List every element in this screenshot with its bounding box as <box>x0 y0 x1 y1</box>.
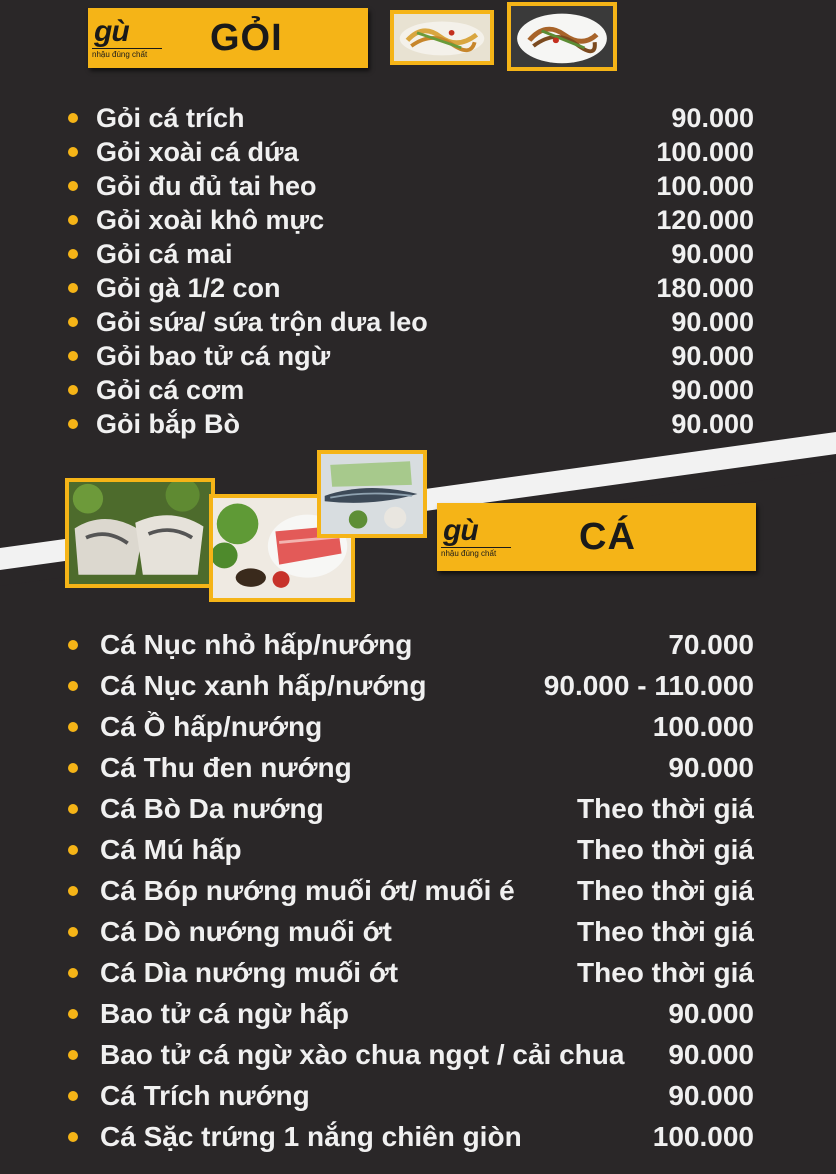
item-price: 100.000 <box>652 710 754 742</box>
item-price: 90.000 <box>668 751 754 783</box>
bullet-icon <box>68 845 78 855</box>
fish-photo-1 <box>65 478 215 588</box>
bullet-icon <box>68 1091 78 1101</box>
salad-photo-1 <box>390 10 494 65</box>
item-price: 90.000 <box>671 408 754 439</box>
menu-item <box>68 1034 754 1075</box>
bullet-icon <box>68 147 78 157</box>
item-price: 90.000 <box>668 997 754 1029</box>
item-name: Gỏi xoài khô mực <box>96 204 325 235</box>
item-price: 120.000 <box>656 204 754 235</box>
bullet-icon <box>68 681 78 691</box>
item-name: Gỏi cá trích <box>96 102 245 133</box>
item-name: Gỏi xoài cá dứa <box>96 136 299 167</box>
bullet-icon <box>68 640 78 650</box>
item-name: Cá Mú hấp <box>100 833 242 865</box>
menu-item <box>68 1116 754 1157</box>
item-name: Cá Dò nướng muối ớt <box>100 915 392 947</box>
bullet-icon <box>68 1009 78 1019</box>
bullet-icon <box>68 804 78 814</box>
bullet-icon <box>68 968 78 978</box>
item-price: 90.000 <box>671 306 754 337</box>
menu-item <box>68 305 754 339</box>
menu-item <box>68 952 754 993</box>
item-price: 100.000 <box>652 1120 754 1152</box>
menu-item <box>68 993 754 1034</box>
item-name: Gỏi cá cơm <box>96 374 245 405</box>
bullet-icon <box>68 317 78 327</box>
item-price: 90.000 <box>671 238 754 269</box>
goi-header <box>88 8 368 68</box>
brand-logo <box>88 13 166 63</box>
bullet-icon <box>68 1132 78 1142</box>
item-price: 100.000 <box>656 136 754 167</box>
brand-logo <box>437 512 515 562</box>
bullet-icon <box>68 181 78 191</box>
logo-tagline: nhậu đúng chất <box>441 547 511 558</box>
menu-item <box>68 624 754 665</box>
item-name: Cá Nục xanh hấp/nướng <box>100 669 427 701</box>
menu-item <box>68 101 754 135</box>
item-name: Cá Dìa nướng muối ớt <box>100 956 399 988</box>
item-price: Theo thời giá <box>576 915 754 947</box>
ca-menu-list <box>68 624 754 1157</box>
item-price: 90.000 <box>671 102 754 133</box>
item-name: Gỏi sứa/ sứa trộn dưa leo <box>96 306 428 337</box>
item-price: Theo thời giá <box>576 956 754 988</box>
item-name: Gỏi bắp Bò <box>96 408 240 439</box>
item-name: Cá Nục nhỏ hấp/nướng <box>100 628 413 660</box>
item-price: 90.000 <box>668 1038 754 1070</box>
bullet-icon <box>68 927 78 937</box>
menu-item <box>68 373 754 407</box>
bullet-icon <box>68 215 78 225</box>
menu-item <box>68 203 754 237</box>
menu-item <box>68 706 754 747</box>
menu-item <box>68 788 754 829</box>
item-name: Cá Bóp nướng muối ớt/ muối é <box>100 874 515 906</box>
bullet-icon <box>68 1050 78 1060</box>
logo-tagline: nhậu đúng chất <box>92 48 162 59</box>
item-price: 70.000 <box>668 628 754 660</box>
logo-mark: gù <box>443 514 478 547</box>
item-price: 180.000 <box>656 272 754 303</box>
item-price: 90.000 <box>668 1079 754 1111</box>
section-title-goi: GỎI <box>210 16 283 59</box>
menu-item <box>68 271 754 305</box>
menu-item <box>68 747 754 788</box>
ca-header <box>437 503 756 571</box>
menu-item <box>68 665 754 706</box>
item-name: Cá Thu đen nướng <box>100 751 352 783</box>
fish-photo-3 <box>317 450 427 538</box>
item-price: 90.000 <box>671 340 754 371</box>
item-name: Gỏi đu đủ tai heo <box>96 170 317 201</box>
bullet-icon <box>68 113 78 123</box>
menu-item <box>68 339 754 373</box>
item-name: Bao tử cá ngừ hấp <box>100 997 350 1029</box>
item-name: Cá Ồ hấp/nướng <box>100 710 323 742</box>
item-price: Theo thời giá <box>576 874 754 906</box>
item-price: 90.000 - 110.000 <box>543 669 754 701</box>
item-name: Bao tử cá ngừ xào chua ngọt / cải chua <box>100 1038 625 1070</box>
menu-item <box>68 829 754 870</box>
item-name: Gỏi bao tử cá ngừ <box>96 340 331 371</box>
bullet-icon <box>68 385 78 395</box>
item-price: Theo thời giá <box>576 833 754 865</box>
bullet-icon <box>68 249 78 259</box>
menu-item <box>68 135 754 169</box>
bullet-icon <box>68 419 78 429</box>
goi-menu-list <box>68 101 754 441</box>
item-price: 100.000 <box>656 170 754 201</box>
menu-item <box>68 407 754 441</box>
menu-item <box>68 237 754 271</box>
section-title-ca: CÁ <box>579 515 636 558</box>
item-name: Cá Bò Da nướng <box>100 792 324 824</box>
bullet-icon <box>68 886 78 896</box>
bullet-icon <box>68 351 78 361</box>
menu-item <box>68 870 754 911</box>
logo-mark: gù <box>94 15 129 48</box>
item-price: 90.000 <box>671 374 754 405</box>
menu-item <box>68 911 754 952</box>
bullet-icon <box>68 722 78 732</box>
item-name: Gỏi cá mai <box>96 238 233 269</box>
bullet-icon <box>68 763 78 773</box>
salad-photo-2 <box>507 2 617 71</box>
menu-item <box>68 1075 754 1116</box>
menu-item <box>68 169 754 203</box>
item-name: Gỏi gà 1/2 con <box>96 272 281 303</box>
bullet-icon <box>68 283 78 293</box>
item-price: Theo thời giá <box>576 792 754 824</box>
item-name: Cá Trích nướng <box>100 1079 310 1111</box>
item-name: Cá Sặc trứng 1 nắng chiên giòn <box>100 1120 522 1152</box>
